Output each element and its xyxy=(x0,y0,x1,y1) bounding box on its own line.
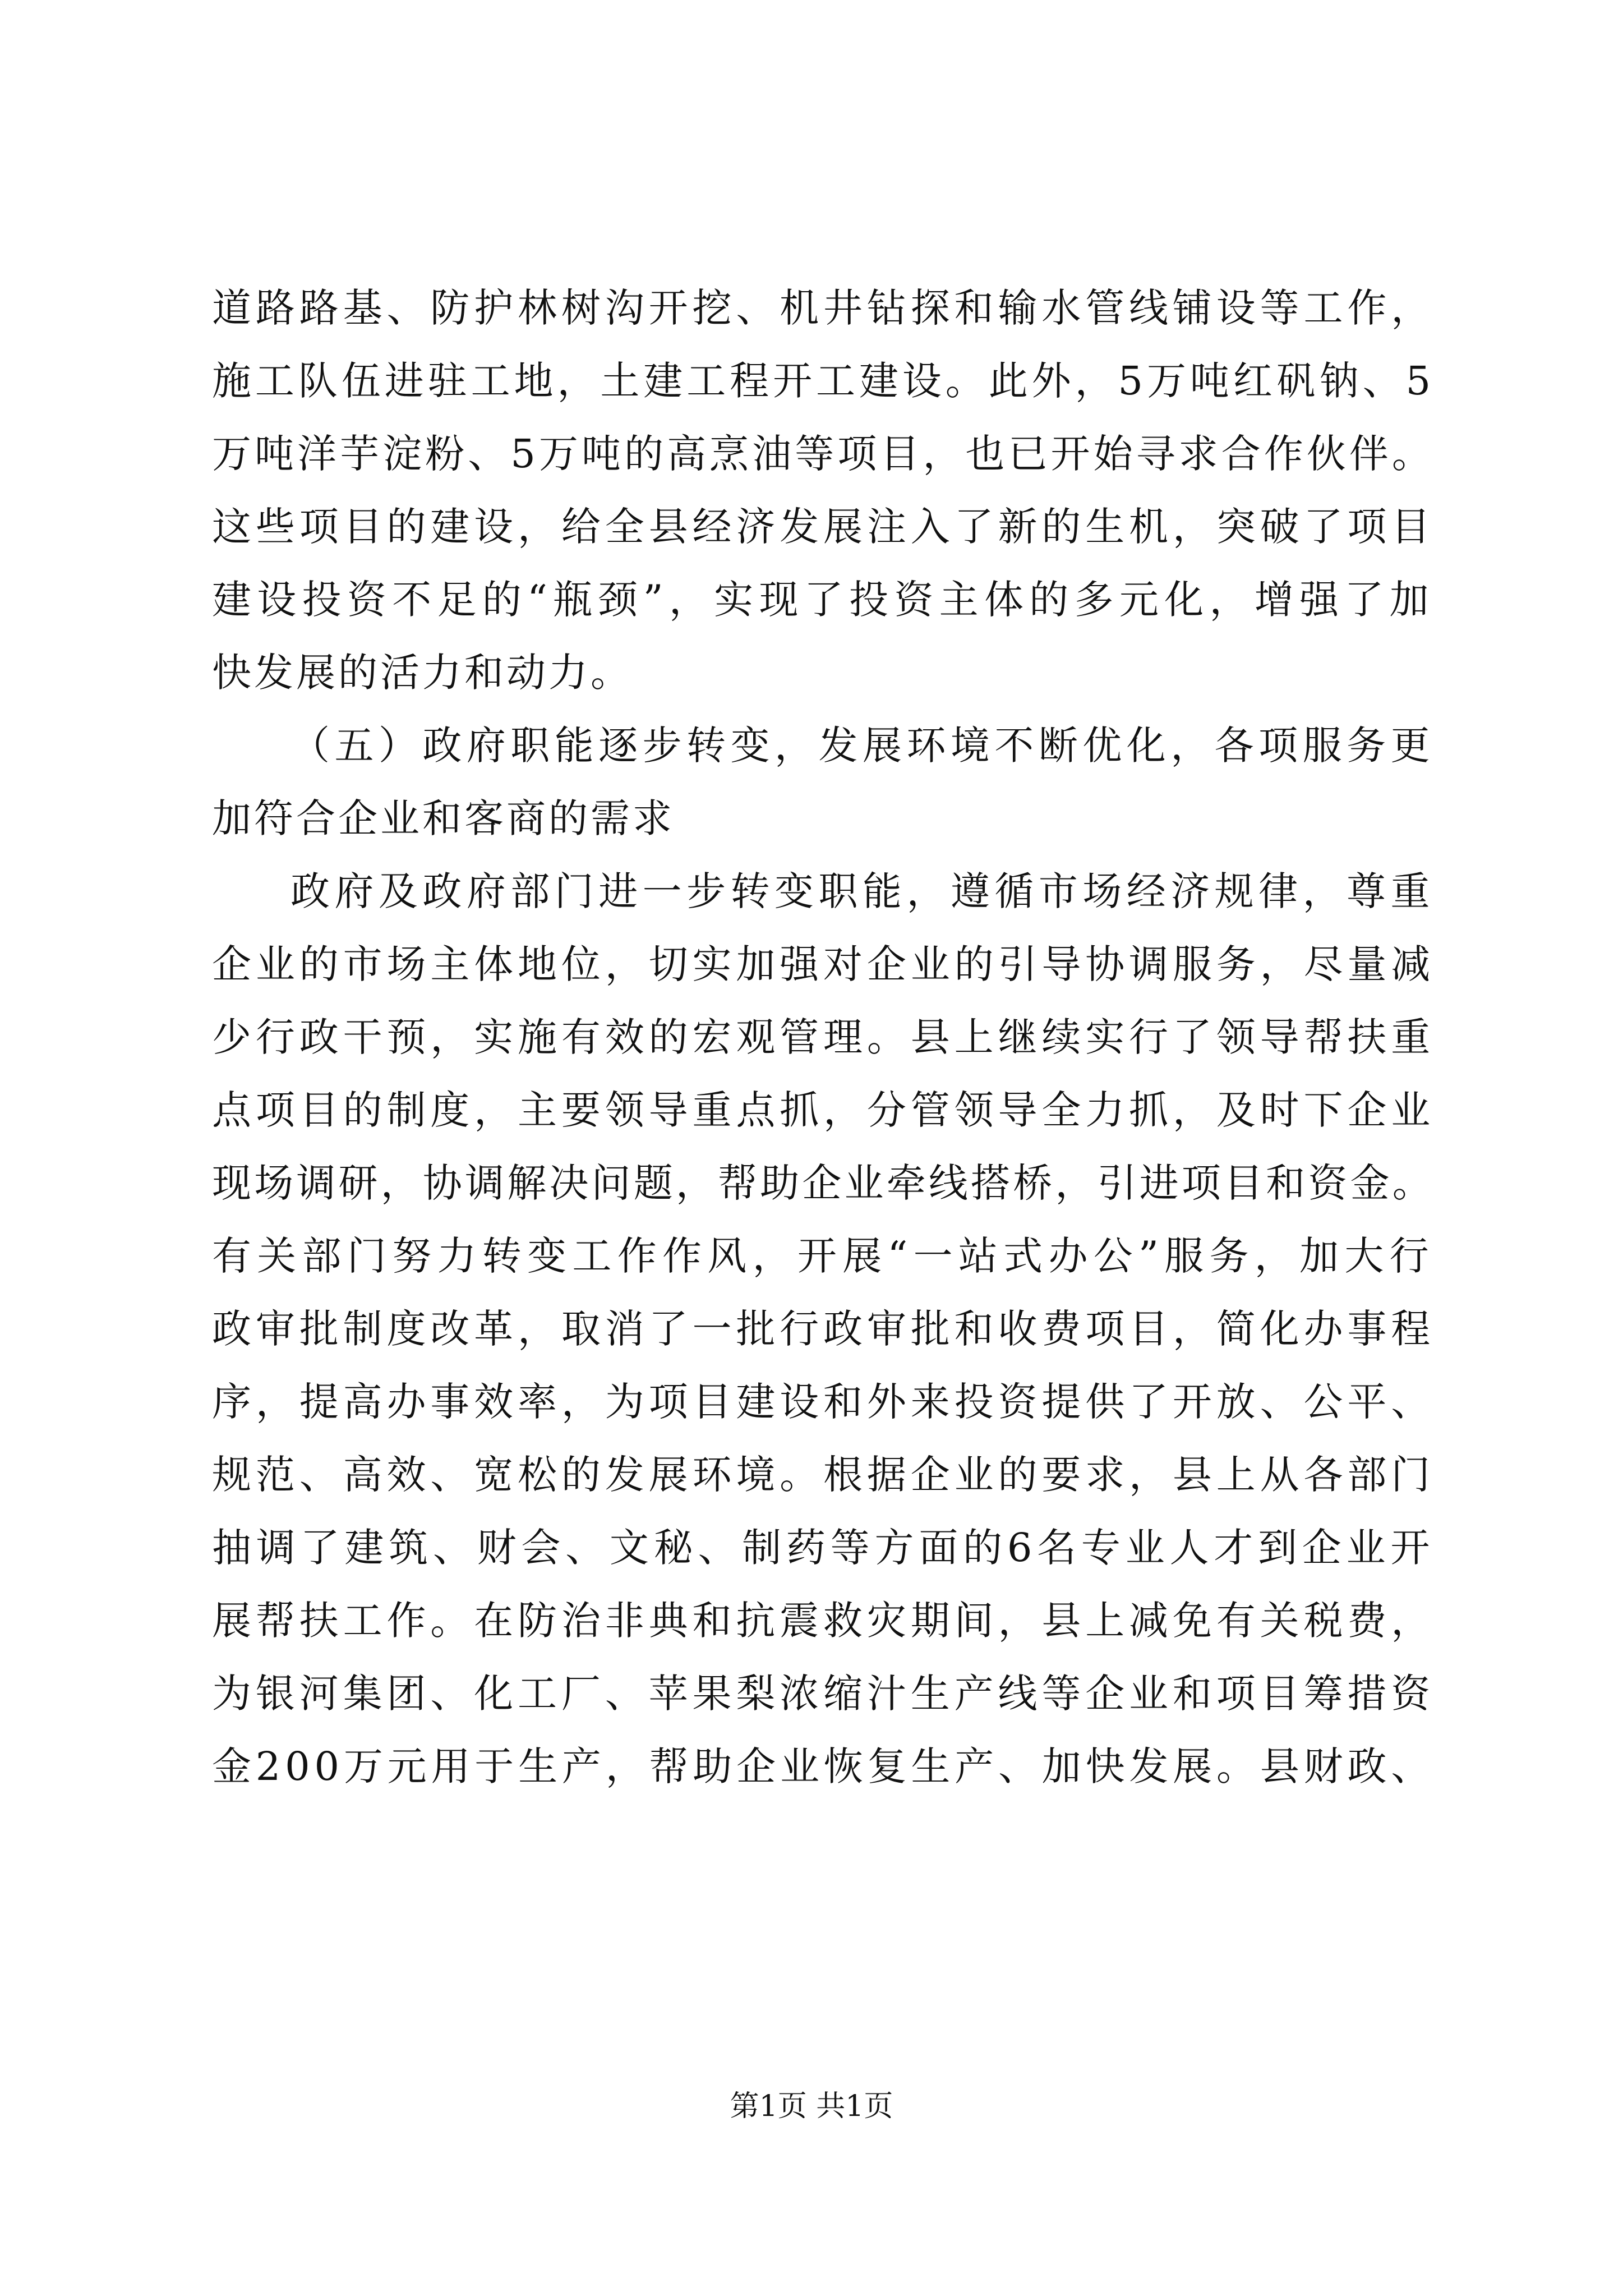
text-line: 有关部门努力转变工作作风，开展“一站式办公”服务，加大行 xyxy=(212,1233,1435,1279)
text-line: 企业的市场主体地位，切实加强对企业的引导协调服务，尽量减 xyxy=(212,941,1435,987)
text-line: 建设投资不足的“瓶颈”，实现了投资主体的多元化，增强了加 xyxy=(212,577,1435,623)
text-line: 序，提高办事效率，为项目建设和外来投资提供了开放、公平、 xyxy=(212,1379,1435,1425)
text-line: 少行政干预，实施有效的宏观管理。县上继续实行了领导帮扶重 xyxy=(212,1014,1435,1060)
text-line: （五）政府职能逐步转变，发展环境不断优化，各项服务更 xyxy=(291,723,1435,769)
text-line: 道路路基、防护林树沟开挖、机井钻探和输水管线铺设等工作， xyxy=(212,285,1435,331)
text-line: 点项目的制度，主要领导重点抓，分管领导全力抓，及时下企业 xyxy=(212,1087,1435,1133)
text-line: 快发展的活力和动力。 xyxy=(212,650,633,696)
document-body xyxy=(212,272,1435,1803)
text-line: 现场调研，协调解决问题，帮助企业牵线搭桥，引进项目和资金。 xyxy=(212,1160,1435,1206)
text-line: 这些项目的建设，给全县经济发展注入了新的生机，突破了项目 xyxy=(212,504,1435,550)
text-line: 加符合企业和客商的需求 xyxy=(212,795,675,841)
page-footer: 第1页 共1页 xyxy=(730,2090,893,2123)
text-line: 展帮扶工作。在防治非典和抗震救灾期间，县上减免有关税费， xyxy=(212,1598,1435,1644)
text-line: 规范、高效、宽松的发展环境。根据企业的要求，县上从各部门 xyxy=(212,1452,1435,1498)
text-line: 政府及政府部门进一步转变职能，遵循市场经济规律，尊重 xyxy=(291,868,1435,914)
text-line: 金200万元用于生产，帮助企业恢复生产、加快发展。县财政、 xyxy=(212,1743,1435,1789)
text-line: 政审批制度改革，取消了一批行政审批和收费项目，简化办事程 xyxy=(212,1306,1435,1352)
text-line: 为银河集团、化工厂、苹果梨浓缩汁生产线等企业和项目筹措资 xyxy=(212,1671,1435,1717)
text-line: 万吨洋芋淀粉、5万吨的高烹油等项目，也已开始寻求合作伙伴。 xyxy=(212,431,1435,477)
text-line: 施工队伍进驻工地，土建工程开工建设。此外，5万吨红矾钠、5 xyxy=(212,358,1435,404)
text-line: 抽调了建筑、财会、文秘、制药等方面的6名专业人才到企业开 xyxy=(212,1525,1435,1571)
